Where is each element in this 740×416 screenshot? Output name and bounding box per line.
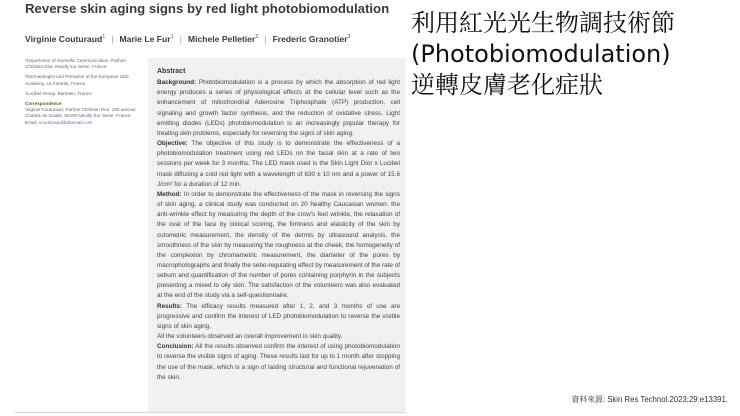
author-separator: | xyxy=(111,34,114,44)
author-separator: | xyxy=(179,34,182,44)
abstract-background: Background: Photobiomodulation is a process by which the absorption of red light energy produces a series of physiological effects at the cellular level such as the enhancement of mitochondrial Adenosine Triphosphate (ATP) production, cell signaling and growth factor synthesis, and the reduction of oxidative stress. Light emitting diodes (LEDs) photobiomodulation is an increasingly popular therapy for treating skin problems, especially for reversing the signs of skin aging. xyxy=(157,79,401,137)
heading-line: 利用紅光光生物調技術節 xyxy=(411,9,675,37)
slide-heading xyxy=(411,8,736,101)
correspondence-heading: Correspondence xyxy=(25,101,62,107)
abstract-box xyxy=(148,58,406,413)
correspondence-email: Email: vcouturaud@diormail.com xyxy=(25,119,93,125)
author-name: Michele Pelletier$^2$ xyxy=(187,34,259,44)
abstract-heading: Abstract xyxy=(157,68,186,75)
affiliation: ¹Department of Scientific Communication, Parfum Christian Dior, Neuilly sur Seine, France xyxy=(25,58,126,70)
author-list xyxy=(25,31,403,47)
abstract-results: Results: The efficacy results measured after 1, 2, and 3 months of use are progressive and confirm the interest of LED photobiomodulation to reverse the visible signs of skin aging. xyxy=(157,302,400,330)
correspondence-address: Virginie Couturaud, Parfum Christian Dior, 190 avenue Charles de Gaulle, 92200 Neuilly Sur Seine, France. xyxy=(25,107,136,119)
affiliation: ³Lucibel Group, Barentin, France xyxy=(25,90,92,96)
heading-line: (Photobiomodulation) xyxy=(411,40,671,68)
heading-line: 逆轉皮膚老化症狀 xyxy=(411,71,603,99)
affiliation: ²Dermatologist and President of the European LED Academy, La Fartede, France xyxy=(25,74,129,86)
author-name: Virginie Couturaud$^1$ xyxy=(25,34,106,44)
author-separator: | xyxy=(264,34,267,44)
abstract-objective: Objective: The objective of this study is to demonstrate the effectiveness of a photobiomodulation treatment using red LEDs on the facial skin at a rate of two sessions per week for 3 months. The LED mask used is the Skin Light Dior x Lucibel mask diffusing a cold red light with a wavelength of 630 ± 10 nm and a power of 15.6 J/cm² for a duration of 12 min. xyxy=(157,140,400,188)
author-name: Frederic Granotier$^3$ xyxy=(272,34,351,44)
paper-title: Reverse skin aging signs by red light photobiomodulation xyxy=(25,1,390,16)
email-link[interactable]: vcouturaud@diormail.com xyxy=(39,119,93,125)
author-name: Marie Le Fur$^1$ xyxy=(119,34,174,44)
abstract-method: Method: In order to demonstrate the effectiveness of the mask in reversing the signs of skin aging, a clinical study was conducted on 20 healthy Caucasian women: the anti-wrinkle effect by measuring the depth of the crow's feet wrinkle, the relaxation of the oval of the face by clinical scoring, the firmness and elasticity of the skin by cutometric measurement, the density of the dermis by ultrasound analysis, the smoothness of the skin by measuring the roughness at the cheek, the homogeneity of the complexion by chromametric measurement, the diameter of the pores by macrophotographs and finally the sebo-regulating effect by measurement of the rate of sebum and quantification of the number of pores containing porphyrin in the subjects presenting a mixed to oily skin. The satisfaction of the volunteers was also evaluated at the end of the study via a self-questionnaire. xyxy=(157,190,400,300)
abstract-conclusion: Conclusion: All the results observed confirm the interest of using photobiomodulation to reverse the visible signs of aging. These results last for up to 1 month after stopping the use of the mask, which is a sign of lasting structural and functional rejuvenation of the skin. xyxy=(157,343,400,381)
abstract-results-extra: All the volunteers observed an overall improvement in skin quality. xyxy=(157,333,343,341)
paper-excerpt xyxy=(14,0,406,413)
affiliations-column xyxy=(25,58,140,126)
source-citation: 資料來源: Skin Res Technol.2023;29:e13391. xyxy=(571,395,728,404)
